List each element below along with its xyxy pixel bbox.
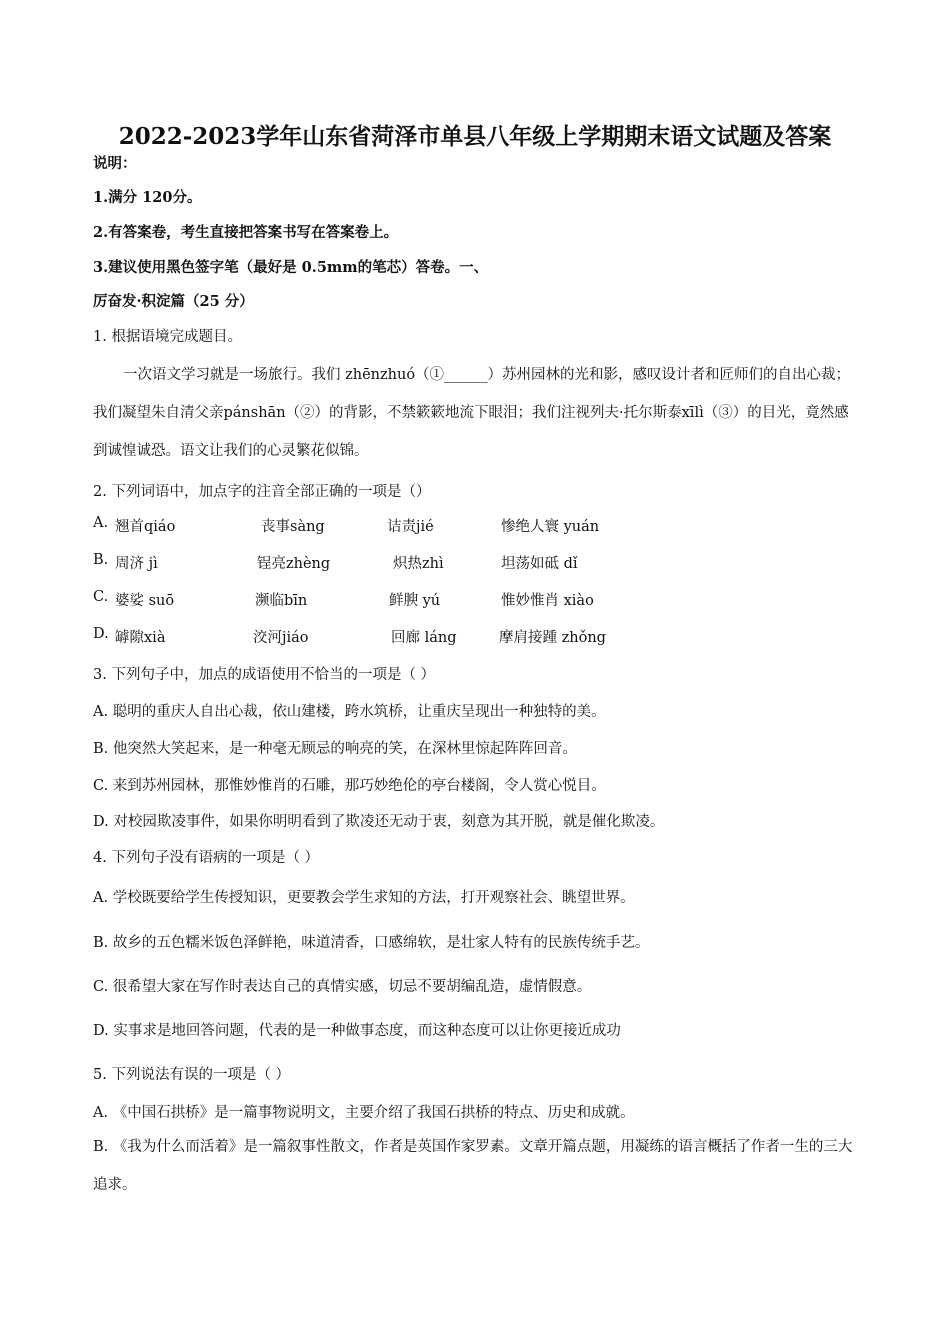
note-item: 1.满分 120分。 (93, 189, 202, 206)
question-5-stem: 5. 下列说法有误的一项是（ ） (93, 1067, 291, 1083)
question-5-option: A. 《中国石拱桥》是一篇事物说明文，主要介绍了我国石拱桥的特点、历史和成就。 (93, 1105, 635, 1121)
option-word: 丧事sàng (261, 519, 325, 535)
option-word: 回廊 láng (391, 630, 457, 646)
question-4-option: B. 故乡的五色糯米饭色泽鲜艳，味道清香，口感绵软，是壮家人特有的民族传统手艺。 (93, 935, 650, 951)
option-label: B. (93, 552, 109, 568)
option-word: 周济 jì (115, 556, 158, 572)
question-4-option: A. 学校既要给学生传授知识，更要教会学生求知的方法，打开观察社会、眺望世界。 (93, 890, 635, 906)
option-word: 洨河jiáo (253, 630, 309, 646)
question-5-option: B. 《我为什么而活着》是一篇叙事性散文，作者是英国作家罗素。文章开篇点题，用凝练的语言概括了作者一生的三大追求。 (93, 1139, 853, 1193)
note-item: 2.有答案卷，考生直接把答案书写在答案卷上。 (93, 224, 399, 241)
option-label: C. (93, 589, 109, 605)
question-1-stem: 1. 根据语境完成题目。 (93, 329, 242, 345)
notes-heading: 说明： (93, 155, 137, 172)
option-label: A. (93, 515, 109, 531)
option-word: 翘首qiáo (115, 519, 176, 535)
question-4-stem: 4. 下列句子没有语病的一项是（ ） (93, 850, 320, 866)
note-item: 3.建议使用黑色签字笔（最好是 0.5mm的笔芯）答卷。一、 (93, 259, 489, 276)
question-3-option: A. 聪明的重庆人自出心裁，依山建楼，跨水筑桥，让重庆呈现出一种独特的美。 (93, 704, 606, 720)
question-4-option: D. 实事求是地回答问题，代表的是一种做事态度，而这种态度可以让你更接近成功 (93, 1023, 621, 1039)
question-3-stem: 3. 下列句子中，加点的成语使用不恰当的一项是（ ） (93, 667, 436, 683)
option-word: 婆娑 suō (115, 593, 175, 609)
option-word: 罅隙xià (115, 630, 166, 646)
option-label: D. (93, 626, 109, 642)
option-word: 鲜腴 yú (389, 593, 441, 609)
question-1-passage: 一次语文学习就是一场旅行。我们 zhēnzhuó（①______）苏州园林的光和影，感叹设计者和匠师们的自出心裁；我们凝望朱自清父亲pánshān（②）的背影，不禁簌簌地流下眼泪；我们注视列夫·托尔斯泰xīlì（③）的目光，竟然感到诚惶诚恐。语文让我们的心灵繁花似锦。 (93, 367, 851, 459)
page-title: 2022-2023学年山东省菏泽市单县八年级上学期期末语文试题及答案 (118, 123, 832, 150)
option-word: 濒临bīn (255, 593, 308, 609)
option-word: 诘责jié (387, 519, 434, 535)
question-2-stem: 2. 下列词语中，加点字的注音全部正确的一项是（） (93, 484, 431, 500)
question-3-option: D. 对校园欺凌事件，如果你明明看到了欺凌还无动于衷，刻意为其开脱，就是催化欺凌。 (93, 814, 665, 830)
section-heading: 厉奋发·积淀篇（25 分） (93, 293, 254, 310)
question-4-option: C. 很希望大家在写作时表达自己的真情实感，切忌不要胡编乱造，虚情假意。 (93, 979, 592, 995)
option-word: 锃亮zhèng (257, 556, 331, 572)
option-word: 摩肩接踵 zhǒng (499, 630, 606, 646)
question-3-option: B. 他突然大笑起来，是一种毫无顾忌的响亮的笑，在深林里惊起阵阵回音。 (93, 741, 577, 757)
question-3-option: C. 来到苏州园林，那惟妙惟肖的石雕，那巧妙绝伦的亭台楼阁，令人赏心悦目。 (93, 778, 606, 794)
option-word: 坦荡如砥 dǐ (501, 556, 578, 572)
option-word: 惟妙惟肖 xiào (501, 593, 594, 609)
option-word: 惨绝人寰 yuán (501, 519, 600, 535)
option-word: 炽热zhì (393, 556, 444, 572)
